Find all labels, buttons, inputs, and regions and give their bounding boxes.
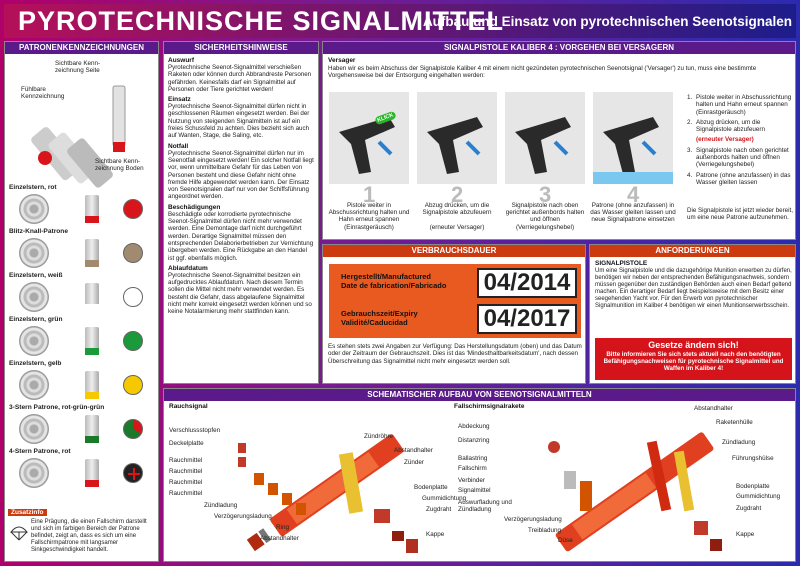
law-alert-title: Gesetze ändern sich! (648, 340, 739, 350)
procedure-list-text: Signalpistole nach oben gerichtet außenbords halten und öffnen (Verriegelungshebel) (696, 146, 789, 169)
procedure-list-number: 3. (687, 146, 693, 154)
safety-panel (163, 41, 319, 384)
cartridge-name: Einzelstern, weiß (9, 272, 63, 279)
cartridge-tube (85, 327, 99, 355)
rocket-part-label: Distanzring (458, 437, 490, 444)
cartridge-tube-color (85, 436, 99, 443)
smoke-signal-part-label: Rauchmittel (169, 479, 203, 486)
smoke-signal-part-label: Abstandhalter (260, 535, 299, 542)
schematic-panel-title: SCHEMATISCHER AUFBAU VON SEENOTSIGNALMITTELN (164, 389, 795, 401)
step-number: 1 (363, 182, 376, 207)
valid-value: 04/2017 (477, 304, 577, 334)
schematic-panel (163, 388, 796, 562)
smoke-signal-part-label: Abstandhalter (394, 447, 433, 454)
smoke-signal-part-label: Ring (276, 524, 289, 531)
klick-badge: KLICK (374, 111, 396, 126)
safety-panel-title: SICHERHEITSHINWEISE (164, 42, 318, 54)
cartridge-bottom-disk (19, 370, 49, 400)
cartridge-tube (85, 415, 99, 443)
procedure-list-item (687, 119, 793, 134)
cartridge-color-dot (123, 463, 143, 483)
step-caption: Abzug drücken, um die Signalpistole abzufeuern (422, 202, 492, 217)
procedure-list-text: Pistole weiter in Abschussrichtung halten und Hahn erneut spannen (Einrastgeräusch) (696, 94, 792, 116)
rocket-part-label: Ballastring (458, 455, 488, 462)
page-subtitle: Aufbau und Einsatz von pyrotechnischen Seenotsignalen (422, 14, 792, 29)
rocket-part-label: Kappe (736, 531, 755, 538)
label-bottom-marking: Sichtbare Kenn- zeichnung Boden (95, 158, 144, 172)
parachute-icon (9, 522, 29, 542)
pistol-step-illustration (593, 92, 673, 184)
cartridge-tube-color (85, 216, 99, 223)
rocket-part-label: Auswurfladung und Zündladung (458, 499, 512, 513)
procedure-list-item (687, 94, 793, 116)
pistol-step-illustration (505, 92, 585, 184)
safety-text: Pyrotechnische Seenot-Signalmittel besitzen ein aufgedrucktes Ablaufdatum. Nach diesem Termin sollen die Mittel nicht mehr verwendet werden. Es besteht die Gefahr, dass abgelaufene Signalmittel nicht mehr korrekt eingesetzt werden können und so keine Notalarmierung mehr stattfinden kann. (168, 271, 312, 316)
cartridge-color-dot (123, 243, 143, 263)
rocket-part-label: Verbinder (458, 477, 485, 484)
rocket-part-label: Verzögerungsladung (504, 516, 562, 523)
rocket-part-label: Abstandhalter (694, 405, 733, 412)
step-caption: Pistole weiter in Abschussrichtung halten und Hahn erneut spannen (Einrastgeräusch) (328, 202, 410, 231)
step-number: 4 (627, 182, 640, 207)
cartridge-name: Einzelstern, grün (9, 316, 63, 323)
procedure-list-text: (erneuter Versager) (696, 136, 754, 144)
cartridge-tube (85, 371, 99, 399)
made-label: Hergestellt/Manufactured Date de fabrication/Fabricado (341, 272, 447, 290)
extra-info-title: Zusatzinfo (8, 509, 47, 516)
procedure-list-item (687, 147, 793, 169)
step-number: 2 (451, 182, 464, 207)
safety-heading: Ablaufdatum (168, 264, 208, 272)
rocket-part-label: Gummidichtung (736, 493, 781, 500)
cartridge-name: 4-Stern Patrone, rot (9, 448, 71, 455)
rocket-part-label: Treibladung (528, 527, 562, 534)
rocket-part-label: Bodenplatte (736, 483, 770, 490)
valid-label: Gebrauchszeit/Expiry Validité/Caducidad (341, 309, 418, 327)
cartridge-name: Blitz-Knall-Patrone (9, 228, 68, 235)
safety-heading: Notfall (168, 142, 189, 150)
step-caption: Signalpistole nach oben gerichtet außenbords halten und öffnen (Verriegelungshebel) (505, 202, 585, 231)
extra-info-text: Eine Prägung, die einen Fallschirm darstellt und sich im farbigen Bereich der Patrone befindet, zeigt an, dass es sich um eine Fallschirmpatrone mit langsamer Sinkgeschwindigkeit handelt. (31, 519, 147, 553)
smoke-signal-part-label: Zündladung (204, 502, 238, 509)
smoke-signal-part-label: Deckelplatte (169, 440, 204, 447)
cartridge-color-dot (123, 375, 143, 395)
rocket-part-label: Führungshülse (732, 455, 774, 462)
cartridge-tube (85, 195, 99, 223)
safety-text: Pyrotechnische Seenot-Signalmittel verschießen Raketen oder können durch Abbrandreste Personen gefährden. Keinesfalls darf ein Signalmittel auf Personen oder Tiere gerichtet werden! (168, 64, 312, 93)
cartridge-tube (85, 459, 99, 487)
smoke-signal-part-label: Gummidichtung (422, 495, 467, 502)
expiry-panel (322, 244, 586, 384)
rocket-part-label: Düse (558, 537, 573, 544)
smoke-signal-part-label: Bodenplatte (414, 484, 448, 491)
rocket-part-label: Fallschirm (458, 465, 487, 472)
procedure-list-number: 4. (687, 171, 693, 179)
cartridge-color-dot (123, 331, 143, 351)
pistol-panel-title: SIGNALPISTOLE KALIBER 4 : VORGEHEN BEI VERSAGERN (323, 42, 795, 54)
header-banner (4, 4, 796, 38)
cartridge-panel-title: PATRONENKENNZEICHNUNGEN (5, 42, 158, 54)
cartridge-tube-color (85, 304, 99, 311)
step-number: 3 (539, 182, 552, 207)
cartridge-bottom-disk (19, 414, 49, 444)
pistol-step-illustration (329, 92, 409, 184)
rocket-part-label: Raketenhülle (716, 419, 753, 426)
smoke-signal-part-label: Rauchmittel (169, 457, 203, 464)
procedure-list-text: Patrone (ohne anzufassen) in das Wasser gleiten lassen (696, 171, 791, 186)
safety-heading: Beschädigungen (168, 203, 221, 211)
cartridge-bottom-disk (19, 458, 49, 488)
cartridge-color-dot (123, 419, 143, 439)
smoke-signal-part-label: Zündröhre (364, 433, 394, 440)
cartridge-tube-color (85, 392, 99, 399)
law-alert-text: Bitte informieren Sie sich stets aktuell nach den benötigten Befähigungsnachweisen für pyrotechnische Signalmittel und Waffen im Kaliber 4! (603, 351, 784, 372)
requirements-panel (589, 244, 796, 384)
smoke-signal-diagram (224, 413, 434, 561)
pistol-step-illustration (417, 92, 497, 184)
cartridge-tube-color (85, 260, 99, 267)
rocket-part-label: Signalmittel (458, 487, 491, 494)
smoke-signal-part-label: Rauchmittel (169, 468, 203, 475)
label-tactile-marking: Fühlbare Kennzeichnung (21, 86, 65, 100)
smoke-signal-part-label: Verschlussstopfen (169, 427, 221, 434)
smoke-signal-part-label: Kappe (426, 531, 445, 538)
page-title: PYROTECHNISCHE SIGNALMITTEL (18, 6, 505, 36)
cartridge-color-dot (123, 199, 143, 219)
cartridge-bottom-disk (19, 238, 49, 268)
procedure-list-number: 2. (687, 118, 693, 126)
cartridge-panel (4, 41, 159, 562)
cartridge-bottom-disk (19, 194, 49, 224)
procedure-list-item (687, 172, 793, 187)
cartridge-tube (85, 239, 99, 267)
rocket-part-label: Zugdraht (736, 505, 762, 512)
smoke-signal-part-label: Zugdraht (426, 506, 452, 513)
smoke-signal-title: Rauchsignal (169, 403, 208, 410)
rocket-part-label: Zündladung (722, 439, 756, 446)
procedure-list-number: 1. (687, 94, 693, 101)
cartridge-name: Einzelstern, gelb (9, 360, 62, 367)
expiry-text: Es stehen stets zwei Angaben zur Verfügung: Das Herstellungsdatum (oben) und das Datum oder der Zeitraum der Gebrauchszeit. Dies ist das 'Mindesthaltbarkeitsdatum', nach dessen Überschreitung das Signalmittel nicht mehr eingesetzt werden soll. (328, 343, 582, 365)
smoke-signal-part-label: Zünder (404, 459, 424, 466)
parachute-rocket-title: Fallschirmsignalrakete (454, 403, 525, 410)
step-extra-caption: (erneuter Versager) (429, 224, 485, 231)
procedure-list-item (687, 136, 793, 143)
safety-text: Pyrotechnische Seenot-Signalmittel dürfen nicht in geschlossenen Räumen eingesetzt werden. Bei der Nutzung von steigenden Signalmitteln ist auf ein freies Schussfeld zu achten. Dies bezieht sich auch auf Wanten, Stage, die Saling, etc. (168, 103, 310, 140)
safety-text: Beschädigte oder korrodierte pyrotechnische Seenot-Signalmittel dürfen nicht mehr verwendet werden. Eine Demontage darf nicht durchgeführt werden. Derartige Signalmittel müssen den entsprechenden Delaborierbetrieben zur Vernichtung übergeben werden. Eine Rückgabe an den Handel ist ggf. ebenfalls möglich. (168, 210, 314, 262)
cartridge-color-dot (123, 287, 143, 307)
cartridge-name: Einzelstern, rot (9, 184, 57, 191)
cartridge-bottom-disk (19, 326, 49, 356)
cartridge-tube (85, 283, 99, 311)
cartridge-tube-color (85, 348, 99, 355)
pistol-intro: Haben wir es beim Abschuss der Signalpistole Kaliber 4 mit einem nicht gezündeten pyrotechnischen Seenotsignal ('Versager') zu tun, muss eine bestimmte Vorgehensweise bei der Entsorgung eingehalten werden: (328, 65, 757, 80)
pistol-panel (322, 41, 796, 240)
req-text: Um eine Signalpistole und die dazugehörige Munition erwerben zu dürfen, benötigen wir neben der entsprechenden Befähigungsnachweis, sondern müssen gegenüber den zuständigen Behörden auch einen Bedarf geltend machen. Ein derartiger Bedarf liegt beispielsweise mit dem Besitz einer seegehenden Yacht vor. Für den Erwerb von pyrotechnischer Signalmunition im Kaliber 4 benötigen wir einen Munitionserwerbsschein. (595, 268, 792, 309)
safety-heading: Einsatz (168, 96, 191, 104)
rocket-part-label: Abdeckung (458, 423, 490, 430)
label-side-marking: Sichtbare Kenn- zeichnung Seite (55, 60, 101, 74)
safety-text: Pyrotechnische Seenot-Signalmittel dürfen nur im Seenotfall eingesetzt werden! Ein solcher Notfall liegt vor, wenn unmittelbare Gefahr für das Leben von Personen besteht und diese Gefahr nicht ohne fremde Hilfe abgewendet werden kann. Der Einsatz von Seenotsignalen darf nur von der Schiffsführung angeordnet werden. (168, 149, 314, 201)
requirements-panel-title: ANFORDERUNGEN (590, 245, 795, 257)
pistol-subtitle: Versager (328, 57, 356, 64)
expiry-panel-title: VERBRAUCHSDAUER (323, 245, 585, 257)
step-caption: Patrone (ohne anzufassen) in das Wasser gleiten lassen und neue Signalpatrone einsetzen (590, 202, 676, 224)
procedure-list-text: Abzug drücken, um die Signalpistole abzufeuern (696, 118, 765, 134)
made-value: 04/2014 (477, 268, 577, 298)
cartridge-bottom-disk (19, 282, 49, 312)
cartridge-name: 3-Stern Patrone, rot-grün-grün (9, 404, 105, 411)
smoke-signal-part-label: Verzögerungsladung (214, 513, 272, 520)
pistol-final-note: Die Signalpistole ist jetzt wieder bereit, um eine neue Patrone aufzunehmen. (687, 207, 793, 222)
cartridge-tube-color (85, 480, 99, 487)
smoke-signal-part-label: Rauchmittel (169, 490, 203, 497)
req-subtitle: SIGNALPISTOLE (595, 260, 648, 267)
safety-heading: Auswurf (168, 57, 194, 64)
law-alert-box (595, 338, 792, 380)
